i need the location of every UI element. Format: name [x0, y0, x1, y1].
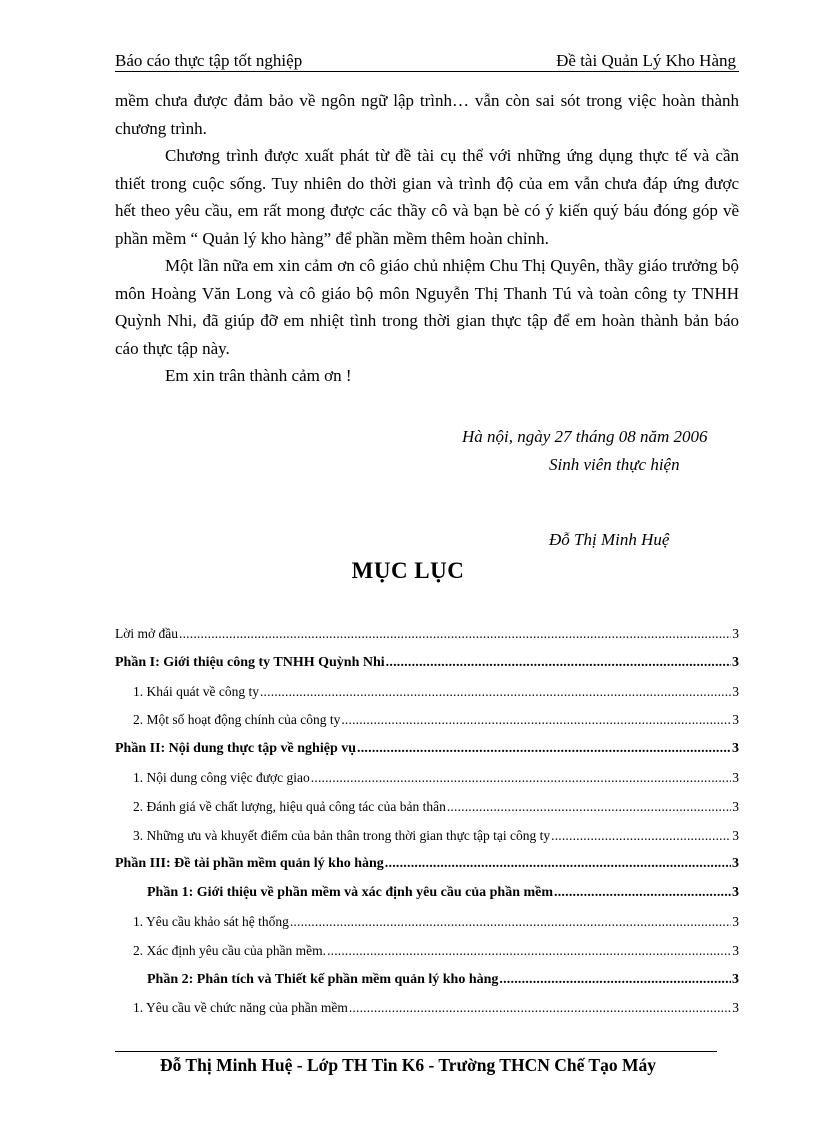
page-footer: Đỗ Thị Minh Huệ - Lớp TH Tin K6 - Trường THCN Chế Tạo Máy [159, 1055, 656, 1075]
toc-entry-label: Phần I: Giới thiệu công ty TNHH Quỳnh Nhi [115, 654, 385, 670]
toc-entry-page: 3 [732, 971, 739, 987]
toc-entry-label: Phần 2: Phân tích và Thiết kế phần mềm quản lý kho hàng [147, 971, 499, 987]
toc-title: MỤC LỤC [351, 558, 465, 583]
toc-entry [115, 852, 739, 872]
toc-leader-dots [447, 799, 731, 815]
footer-divider [115, 1051, 717, 1052]
toc-entry-page: 3 [732, 885, 739, 901]
paragraph-program: Chương trình được xuất phát từ đề tài cụ thể với những ứng dụng thực tế và cần thiết trong cuộc sống. Tuy nhiên do thời gian và trình độ của em vẫn chưa đáp ứng được hết theo yêu cầu, em rất mong được các thầy cô và bạn bè có ý kiến quý báu đóng góp về phần mềm “ Quản lý kho hàng” để phần mềm thêm hoàn chỉnh. [115, 146, 739, 248]
signature-date: Hà nội, ngày 27 tháng 08 năm 2006 [462, 427, 708, 446]
toc-entry [115, 651, 739, 671]
toc-leader-dots [349, 1000, 731, 1016]
toc-leader-dots [290, 914, 731, 930]
toc-entry [115, 939, 739, 959]
toc-entry-label: 1. Yêu cầu khảo sát hệ thống [133, 914, 289, 929]
toc-entry-label: 3. Những ưu và khuyết điểm của bản thân trong thời gian thực tập tại công ty [133, 827, 551, 843]
toc-leader-dots [385, 856, 731, 872]
toc-leader-dots [260, 684, 731, 700]
toc-entry-label: Lời mở đầu [115, 626, 179, 641]
toc-leader-dots [357, 741, 731, 757]
toc-entry [115, 795, 739, 815]
toc-entry-page: 3 [732, 856, 739, 872]
toc-entry [115, 824, 739, 844]
toc-entry-page: 3 [732, 770, 739, 785]
toc-entry-page: 3 [732, 712, 739, 728]
toc-leader-dots [499, 972, 731, 988]
toc-leader-dots [386, 655, 731, 671]
toc-entry-label: Phần III: Đề tài phần mềm quản lý kho hàng [115, 856, 384, 872]
toc-entry [115, 680, 739, 700]
header-report-title: Báo cáo thực tập tốt nghiệp [115, 51, 303, 70]
toc-entry [115, 766, 739, 786]
toc-entry-page: 3 [732, 1000, 739, 1016]
toc-entry [115, 968, 739, 988]
toc-entry [115, 881, 739, 901]
toc-entry [115, 737, 739, 757]
toc-entry-page: 3 [732, 827, 739, 843]
toc-entry-page: 3 [732, 942, 739, 958]
toc-entry-label: 1. Yêu cầu về chức năng của phần mềm [133, 1000, 348, 1016]
toc-entry-page: 3 [732, 798, 739, 814]
header-topic-title: Đề tài Quản Lý Kho Hàng [556, 51, 736, 70]
toc-entry-page: 3 [732, 741, 739, 757]
toc-entry-label: Phần 1: Giới thiệu về phần mềm và xác định yêu cầu của phần mềm [147, 885, 554, 901]
body-text [115, 87, 739, 390]
page-header [115, 49, 739, 72]
toc-entry-page: 3 [732, 683, 739, 699]
toc-leader-dots [327, 943, 731, 959]
toc-entry-page: 3 [732, 654, 739, 670]
toc-entry-label: 2. Một số hoạt động chính của công ty [133, 712, 341, 728]
toc-leader-dots [554, 885, 731, 901]
toc-leader-dots [179, 626, 731, 642]
toc-entry [115, 910, 739, 930]
toc-entry-label: 1. Nội dung công việc được giao [133, 770, 310, 785]
paragraph-closing: Em xin trân thành cảm ơn ! [165, 366, 352, 385]
toc-leader-dots [311, 770, 731, 786]
toc-entry-label: 2. Xác định yêu cầu của phần mềm. [133, 942, 327, 958]
toc-entry-label: Phần II: Nội dung thực tập về nghiệp vụ [115, 741, 357, 757]
toc-entry-page: 3 [732, 626, 739, 641]
paragraph-thanks: Một lần nữa em xin cảm ơn cô giáo chủ nhiệm Chu Thị Quyên, thầy giáo trưởng bộ môn Hoàng Văn Long và cô giáo bộ môn Nguyễn Thị Thanh Tú và toàn công ty TNHH Quỳnh Nhi, đã giúp đỡ em nhiệt tình trong thời gian thực tập để em hoàn thành bản báo cáo thực tập này. [115, 256, 739, 358]
toc-entry-label: 2. Đánh giá về chất lượng, hiệu quả công tác của bản thân [133, 798, 446, 814]
toc-entry-page: 3 [732, 914, 739, 929]
toc-leader-dots [341, 712, 731, 728]
toc-entry-label: 1. Khái quát về công ty [133, 683, 259, 699]
signature-role: Sinh viên thực hiện [549, 455, 680, 474]
toc-entry [115, 622, 739, 642]
paragraph-continuation: mềm chưa được đảm bảo về ngôn ngữ lập trình… vẫn còn sai sót trong việc hoàn thành chương trình. [115, 91, 739, 138]
toc-entry [115, 708, 739, 728]
toc-leader-dots [551, 828, 731, 844]
signature-name: Đỗ Thị Minh Huệ [549, 530, 670, 549]
toc-entry [115, 996, 739, 1016]
